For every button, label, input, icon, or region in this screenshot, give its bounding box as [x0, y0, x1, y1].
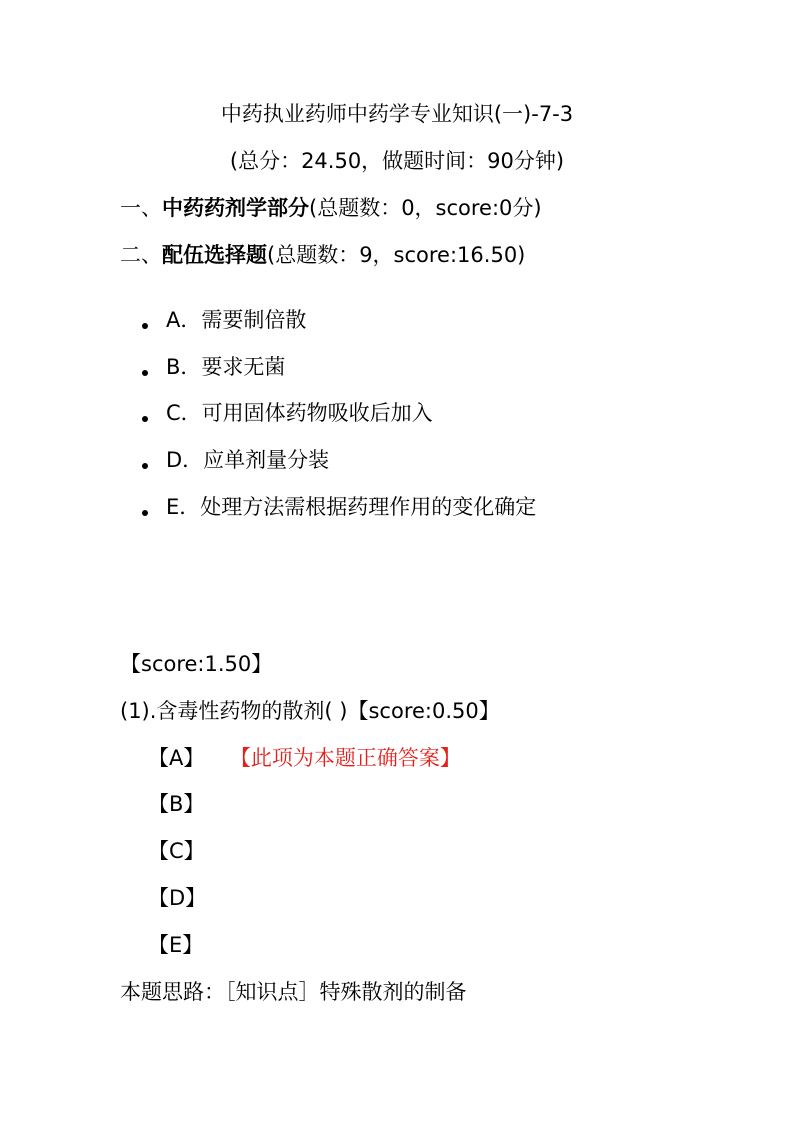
section-2-info: (总题数：9，score:16.50) — [267, 243, 526, 267]
answer-item-e: 【E】 — [148, 933, 204, 957]
section-1-prefix: 一、 — [120, 196, 162, 220]
option-item-c: C．可用固体药物吸收后加入 — [166, 401, 433, 425]
option-item-a: A．需要制倍散 — [166, 308, 307, 332]
answer-item-d: 【D】 — [148, 886, 207, 910]
answer-item-a — [148, 744, 461, 772]
section-1-heading — [120, 194, 542, 222]
answer-item-c: 【C】 — [148, 839, 205, 863]
bullet-icon — [142, 416, 148, 422]
option-item-e: E．处理方法需根据药理作用的变化确定 — [166, 495, 537, 519]
section-1-info: (总题数：0，score:0分) — [309, 196, 542, 220]
bullet-icon — [142, 463, 148, 469]
answer-label: 【A】 — [148, 746, 205, 770]
section-2-heading — [120, 241, 525, 269]
section-2-name: 配伍选择题 — [162, 243, 267, 267]
answer-item-b: 【B】 — [148, 792, 205, 816]
document-subtitle: (总分：24.50，做题时间：90分钟) — [229, 149, 565, 173]
question-text: (1).含毒性药物的散剂( )【score:0.50】 — [120, 699, 500, 723]
option-item-b: B．要求无菌 — [166, 355, 286, 379]
bullet-icon — [142, 510, 148, 516]
document-title: 中药执业药师中药学专业知识(一)-7-3 — [220, 102, 574, 126]
correct-answer-label: 【此项为本题正确答案】 — [240, 746, 461, 770]
bullet-icon — [142, 323, 148, 329]
section-1-name: 中药药剂学部分 — [162, 196, 309, 220]
section-2-prefix: 二、 — [120, 243, 162, 267]
analysis-text: 本题思路：［知识点］特殊散剂的制备 — [120, 980, 467, 1004]
option-item-d: D．应单剂量分装 — [166, 448, 330, 472]
bullet-icon — [142, 370, 148, 376]
group-score: 【score:1.50】 — [120, 652, 273, 676]
